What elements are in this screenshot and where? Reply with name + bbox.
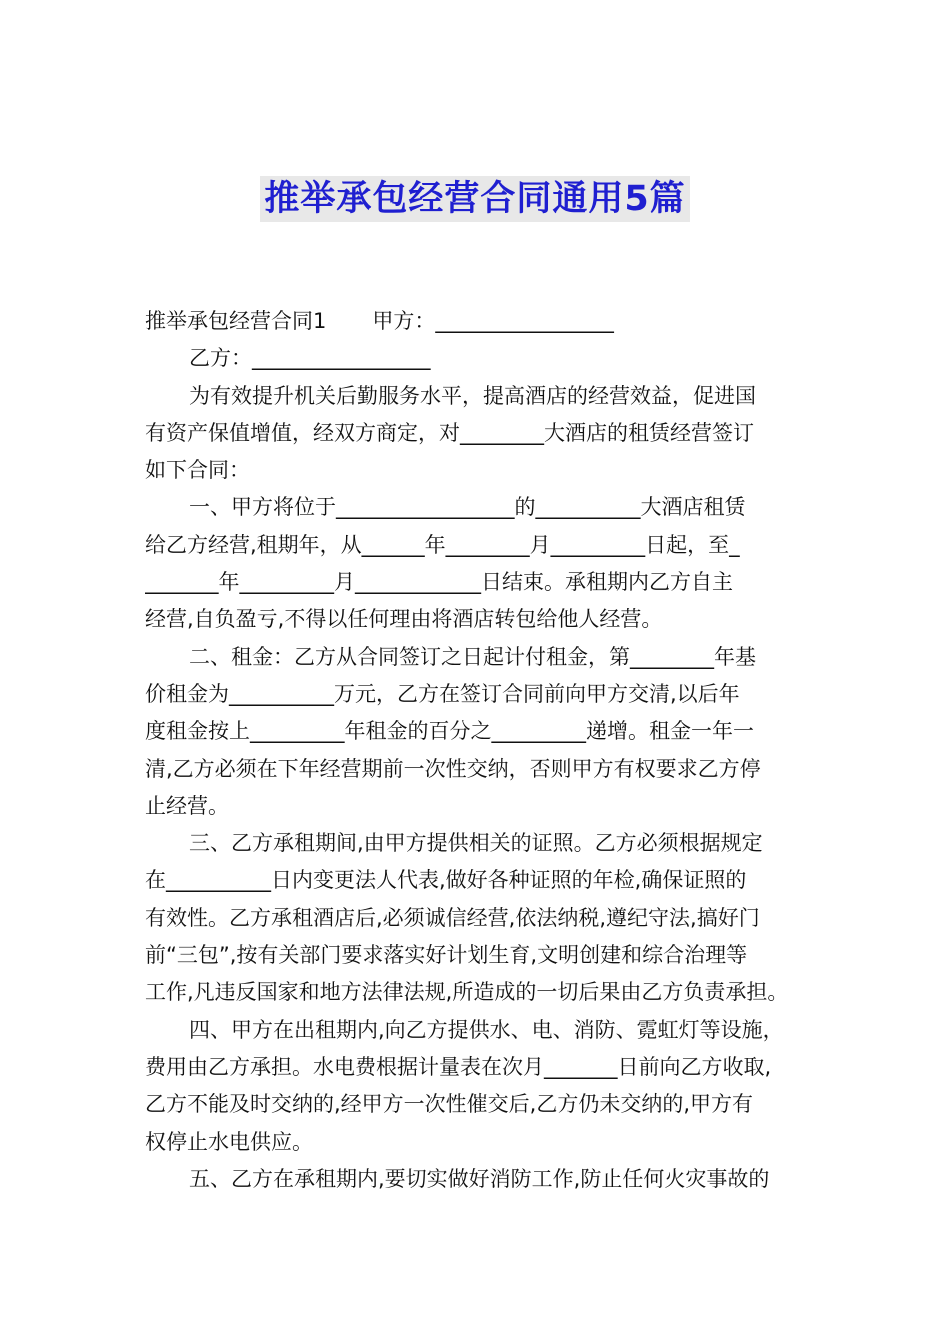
paragraph-line: 清,乙方必须在下年经营期前一次性交纳，否则甲方有权要求乙方停 — [145, 756, 761, 781]
paragraph-line: 止经营。 — [145, 793, 229, 818]
document-title: 推举承包经营合同通用5篇 — [260, 176, 689, 222]
paragraph-line: 三、乙方承租期间,由甲方提供相关的证照。乙方必须根据规定 — [189, 831, 763, 856]
paragraph-line: 如下合同： — [145, 458, 250, 483]
paragraph-line: 有资产保值增值，经双方商定，对________大酒店的租赁经营签订 — [145, 420, 754, 445]
paragraph-line: 费用由乙方承担。水电费根据计量表在次月_______日前向乙方收取, — [145, 1054, 772, 1079]
paragraph-line: 四、甲方在出租期内,向乙方提供水、电、消防、霓虹灯等设施， — [189, 1017, 784, 1042]
paragraph-line: 一、甲方将位于_________________的__________大酒店租赁 — [189, 495, 746, 520]
paragraph-line: 经营,自负盈亏,不得以任何理由将酒店转包给他人经营。 — [145, 607, 663, 632]
contract-header-line — [145, 303, 807, 340]
paragraph-line: 工作,凡违反国家和地方法律法规,所造成的一切后果由乙方负责承担。 — [145, 980, 789, 1005]
paragraph-line: 给乙方经营,租期年，从______年________月_________日起，至_ — [145, 532, 740, 557]
paragraph-line: 在__________日内变更法人代表,做好各种证照的年检,确保证照的 — [145, 868, 747, 893]
party-b-field: 乙方：_________________ — [189, 346, 431, 371]
paragraph-line: 五、乙方在承租期内,要切实做好消防工作,防止任何火灾事故的 — [189, 1166, 770, 1191]
paragraph-line: 度租金按上_________年租金的百分之_________递增。租金一年一 — [145, 719, 754, 744]
contract-name: 推举承包经营合同1 — [145, 309, 327, 333]
paragraph-line: 权停止水电供应。 — [145, 1129, 313, 1154]
paragraph-line: 价租金为__________万元，乙方在签订合同前向甲方交清,以后年 — [145, 681, 740, 706]
document-body — [145, 303, 807, 1198]
party-a-field: 甲方：_________________ — [372, 309, 614, 333]
paragraph-line: 为有效提升机关后勤服务水平，提高酒店的经营效益，促进国 — [189, 383, 756, 408]
party-b-line — [145, 340, 807, 377]
title-wrapper — [0, 176, 950, 222]
paragraph-line: _______年_________月____________日结束。承租期内乙方自主 — [145, 570, 733, 595]
paragraph-line: 二、租金：乙方从合同签订之日起计付租金，第________年基 — [189, 644, 756, 669]
paragraph-line: 有效性。乙方承租酒店后,必须诚信经营,依法纳税,遵纪守法,搞好门 — [145, 905, 760, 930]
paragraph-line: 前“三包”,按有关部门要求落实好计划生育,文明创建和综合治理等 — [145, 943, 748, 968]
paragraph-line: 乙方不能及时交纳的,经甲方一次性催交后,乙方仍未交纳的,甲方有 — [145, 1092, 754, 1117]
